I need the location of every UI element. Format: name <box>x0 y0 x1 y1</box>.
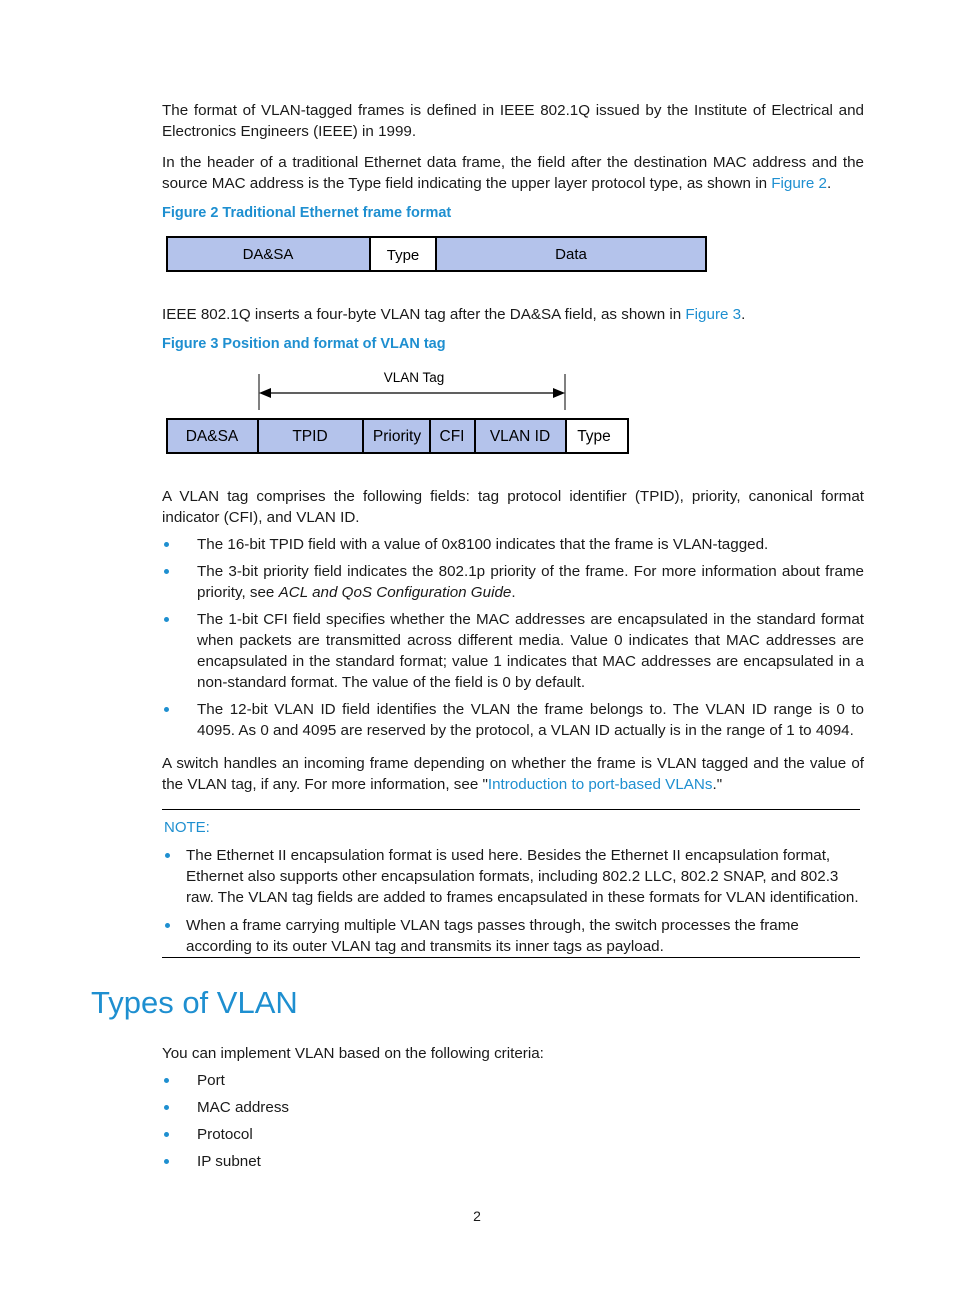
criteria-intro: You can implement VLAN based on the following criteria: <box>162 1045 544 1062</box>
paragraph-switch-handling-text: A switch handles an incoming frame depending on whether the frame is VLAN tagged and the value of the VLAN tag, if any. For more information, see " <box>162 755 864 793</box>
bullet-icon <box>165 923 170 928</box>
intro-paragraph-1: The format of VLAN-tagged frames is defined in IEEE 802.1Q issued by the Institute of Electrical and Electronics Engineers (IEEE) in 1999. <box>162 102 864 140</box>
vlan-tag-field-list <box>162 534 864 747</box>
list-item-text: The 16-bit TPID field with a value of 0x8100 indicates that the frame is VLAN-tagged. <box>197 536 769 553</box>
paragraph-switch-handling-end: ." <box>712 776 723 793</box>
note-item <box>162 845 860 908</box>
list-item-end: . <box>511 584 516 601</box>
intro-paragraph-2-text: In the header of a traditional Ethernet data frame, the field after the destination MAC address and the source MAC address is the Type field indicating the upper layer protocol type, as shown in <box>162 154 864 192</box>
tag-cell-vlan-id-label: VLAN ID <box>489 428 551 445</box>
list-item <box>162 1124 864 1145</box>
note-item-text: When a frame carrying multiple VLAN tags passes through, the switch processes the frame according to its outer VLAN tag and transmits its inner tags as payload. <box>186 917 799 955</box>
list-item-text: The 1-bit CFI field specifies whether the MAC addresses are encapsulated in the standard format when packets are transmitted across different media. Value 0 indicates that MAC addresses are encapsulated in the standard format; value 1 indicates that MAC addresses are encapsulated in a non-standard format. The value of the field is 0 by default. <box>197 611 864 691</box>
paragraph-switch-handling <box>162 753 864 795</box>
bullet-icon <box>164 569 169 574</box>
list-item-text: The 12-bit VLAN ID field identifies the VLAN the frame belongs to. The VLAN ID range is 0 to 4095. As 0 and 4095 are reserved by the protocol, a VLAN ID actually is in the range of 1 to 4094. <box>197 701 864 739</box>
tag-cell-cfi-label: CFI <box>439 428 465 445</box>
list-item-text: MAC address <box>197 1099 290 1116</box>
arrow-right-icon <box>553 388 565 398</box>
criteria-list <box>162 1070 864 1178</box>
tag-cell-priority-label: Priority <box>372 428 422 445</box>
arrow-left-icon <box>259 388 271 398</box>
note-title: NOTE: <box>164 819 210 836</box>
frame-cell-type-label: Type <box>386 247 420 264</box>
paragraph-vlan-tag-insert-end: . <box>741 306 746 323</box>
note-item <box>162 915 860 957</box>
bullet-icon <box>164 1132 169 1137</box>
bullet-icon <box>164 1105 169 1110</box>
port-based-vlans-link[interactable]: Introduction to port-based VLANs <box>487 776 713 793</box>
tag-cell-tpid-label: TPID <box>292 428 328 445</box>
list-item <box>162 1097 864 1118</box>
list-item <box>162 1151 864 1172</box>
list-item-text: Port <box>197 1072 225 1089</box>
frame-cell-da-sa-label: DA&SA <box>242 246 294 263</box>
frame-cell-data-label: Data <box>555 246 587 263</box>
figure-2-diagram <box>160 230 720 278</box>
list-item <box>162 534 864 555</box>
list-item <box>162 699 864 741</box>
list-item <box>162 1070 864 1091</box>
list-item <box>162 609 864 693</box>
bullet-icon <box>164 617 169 622</box>
bullet-icon <box>164 707 169 712</box>
note-list <box>162 845 860 964</box>
list-item-text: IP subnet <box>197 1153 261 1170</box>
paragraph-vlan-tag-insert-text: IEEE 802.1Q inserts a four-byte VLAN tag after the DA&SA field, as shown in <box>162 306 686 323</box>
vlan-tag-label: VLAN Tag <box>383 370 445 385</box>
bullet-icon <box>164 1078 169 1083</box>
list-item-text: Protocol <box>197 1126 253 1143</box>
figure-2-link[interactable]: Figure 2 <box>771 175 827 192</box>
figure-3-link[interactable]: Figure 3 <box>685 306 742 323</box>
figure-3-caption: Figure 3 Position and format of VLAN tag <box>162 336 446 352</box>
figure-2-caption: Figure 2 Traditional Ethernet frame format <box>162 205 452 221</box>
intro-paragraph-2 <box>162 152 864 194</box>
tag-cell-da-sa-label: DA&SA <box>185 428 239 445</box>
bullet-icon <box>165 853 170 858</box>
paragraph-vlan-tag-insert <box>162 304 864 325</box>
paragraph-vlan-tag-fields: A VLAN tag comprises the following fields: tag protocol identifier (TPID), priority, canonical format indicator (CFI), and VLAN ID. <box>162 488 864 526</box>
page-number: 2 <box>473 1208 481 1224</box>
list-item-text: The 3-bit priority field indicates the 802.1p priority of the frame. For more information about frame priority, see <box>197 563 864 601</box>
note-box <box>162 809 860 958</box>
bullet-icon <box>164 542 169 547</box>
section-heading: Types of VLAN <box>91 985 298 1020</box>
note-item-text: The Ethernet II encapsulation format is used here. Besides the Ethernet II encapsulation format, Ethernet also supports other encapsulation formats, including 802.2 LLC, 802.2 SNAP, and 802.3 raw. The VLAN tag fields are added to frames encapsulated in these formats for VLAN identification. <box>186 847 859 906</box>
intro-paragraph-2-end: . <box>826 175 832 192</box>
figure-3-diagram <box>160 362 640 458</box>
guide-reference: ACL and QoS Configuration Guide <box>278 584 512 601</box>
list-item <box>162 561 864 603</box>
bullet-icon <box>164 1159 169 1164</box>
tag-cell-type-label: Type <box>577 428 611 445</box>
